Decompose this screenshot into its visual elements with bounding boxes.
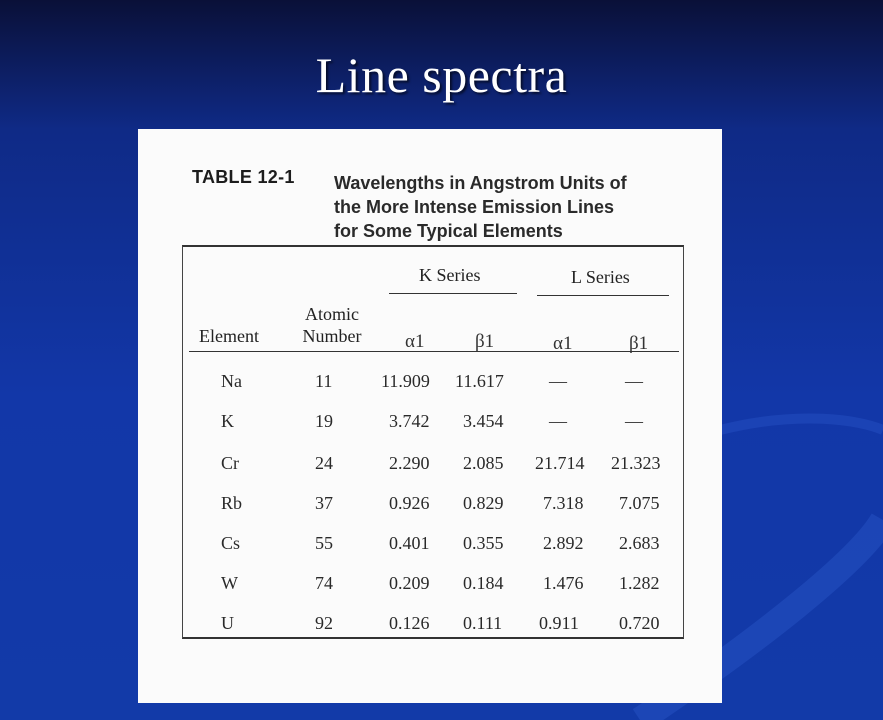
- cell-atomic-number: 19: [315, 411, 333, 431]
- cell-l-beta: 21.323: [611, 453, 661, 473]
- cell-l-alpha: 7.318: [543, 493, 584, 513]
- cell-k-beta: 11.617: [455, 371, 504, 391]
- cell-k-alpha: 3.742: [389, 411, 430, 431]
- caption-line: the More Intense Emission Lines: [334, 197, 615, 217]
- caption-line: for Some Typical Elements: [334, 221, 563, 241]
- cell-l-alpha: 2.892: [543, 533, 584, 553]
- table-caption: [334, 171, 694, 243]
- cell-l-beta: 2.683: [619, 533, 660, 553]
- cell-l-beta: 0.720: [619, 613, 660, 633]
- col-header-atomic-number: [291, 303, 373, 347]
- cell-element: W: [221, 573, 238, 593]
- table-label: TABLE 12-1: [192, 167, 295, 187]
- cell-l-alpha: —: [549, 411, 567, 431]
- cell-k-alpha: 11.909: [381, 371, 430, 391]
- cell-l-alpha: 21.714: [535, 453, 585, 473]
- col-header-l-beta: β1: [629, 333, 649, 354]
- table-row: [183, 573, 683, 609]
- wavelength-table: [182, 245, 684, 639]
- cell-atomic-number: 74: [315, 573, 333, 593]
- cell-k-beta: 0.829: [463, 493, 504, 513]
- cell-atomic-number: 55: [315, 533, 333, 553]
- cell-k-beta: 0.355: [463, 533, 504, 553]
- cell-element: U: [221, 613, 234, 633]
- cell-k-beta: 2.085: [463, 453, 504, 473]
- l-series-rule: [537, 295, 669, 296]
- k-series-rule: [389, 293, 517, 294]
- cell-atomic-number: 37: [315, 493, 333, 513]
- cell-l-beta: 1.282: [619, 573, 660, 593]
- cell-element: K: [221, 411, 234, 431]
- col-header-k-alpha: α1: [405, 331, 425, 352]
- cell-k-beta: 0.184: [463, 573, 504, 593]
- cell-k-alpha: 0.209: [389, 573, 430, 593]
- cell-k-alpha: 2.290: [389, 453, 430, 473]
- header-rule: [189, 351, 679, 352]
- cell-k-alpha: 0.126: [389, 613, 430, 633]
- cell-k-alpha: 0.926: [389, 493, 430, 513]
- table-row: [183, 453, 683, 489]
- cell-element: Rb: [221, 493, 243, 513]
- cell-l-beta: —: [625, 411, 643, 431]
- cell-atomic-number: 92: [315, 613, 333, 633]
- cell-l-alpha: 1.476: [543, 573, 584, 593]
- table-row: [183, 371, 683, 407]
- cell-l-alpha: —: [549, 371, 567, 391]
- cell-k-alpha: 0.401: [389, 533, 430, 553]
- col-header-k-beta: β1: [475, 331, 495, 352]
- caption-line: Wavelengths in Angstrom Units of: [334, 173, 627, 193]
- col-header-element: Element: [199, 326, 259, 346]
- slide-title: Line spectra: [315, 47, 568, 103]
- col-header-l-alpha: α1: [553, 333, 573, 354]
- table-row: [183, 411, 683, 447]
- cell-l-beta: 7.075: [619, 493, 660, 513]
- cell-l-beta: —: [625, 371, 643, 391]
- cell-l-alpha: 0.911: [539, 613, 579, 633]
- cell-k-beta: 0.111: [463, 613, 503, 633]
- scanned-table-page: [138, 129, 722, 703]
- cell-atomic-number: 24: [315, 453, 333, 473]
- cell-atomic-number: 11: [315, 371, 333, 391]
- cell-element: Cs: [221, 533, 241, 553]
- col-header-atomic-number-text: Atomic Number: [302, 304, 362, 346]
- cell-element: Na: [221, 371, 242, 391]
- table-row: [183, 533, 683, 569]
- k-series-header: K Series: [419, 265, 481, 285]
- cell-k-beta: 3.454: [463, 411, 504, 431]
- l-series-header: L Series: [571, 267, 630, 287]
- table-row: [183, 493, 683, 529]
- cell-element: Cr: [221, 453, 239, 473]
- table-row: [183, 613, 683, 649]
